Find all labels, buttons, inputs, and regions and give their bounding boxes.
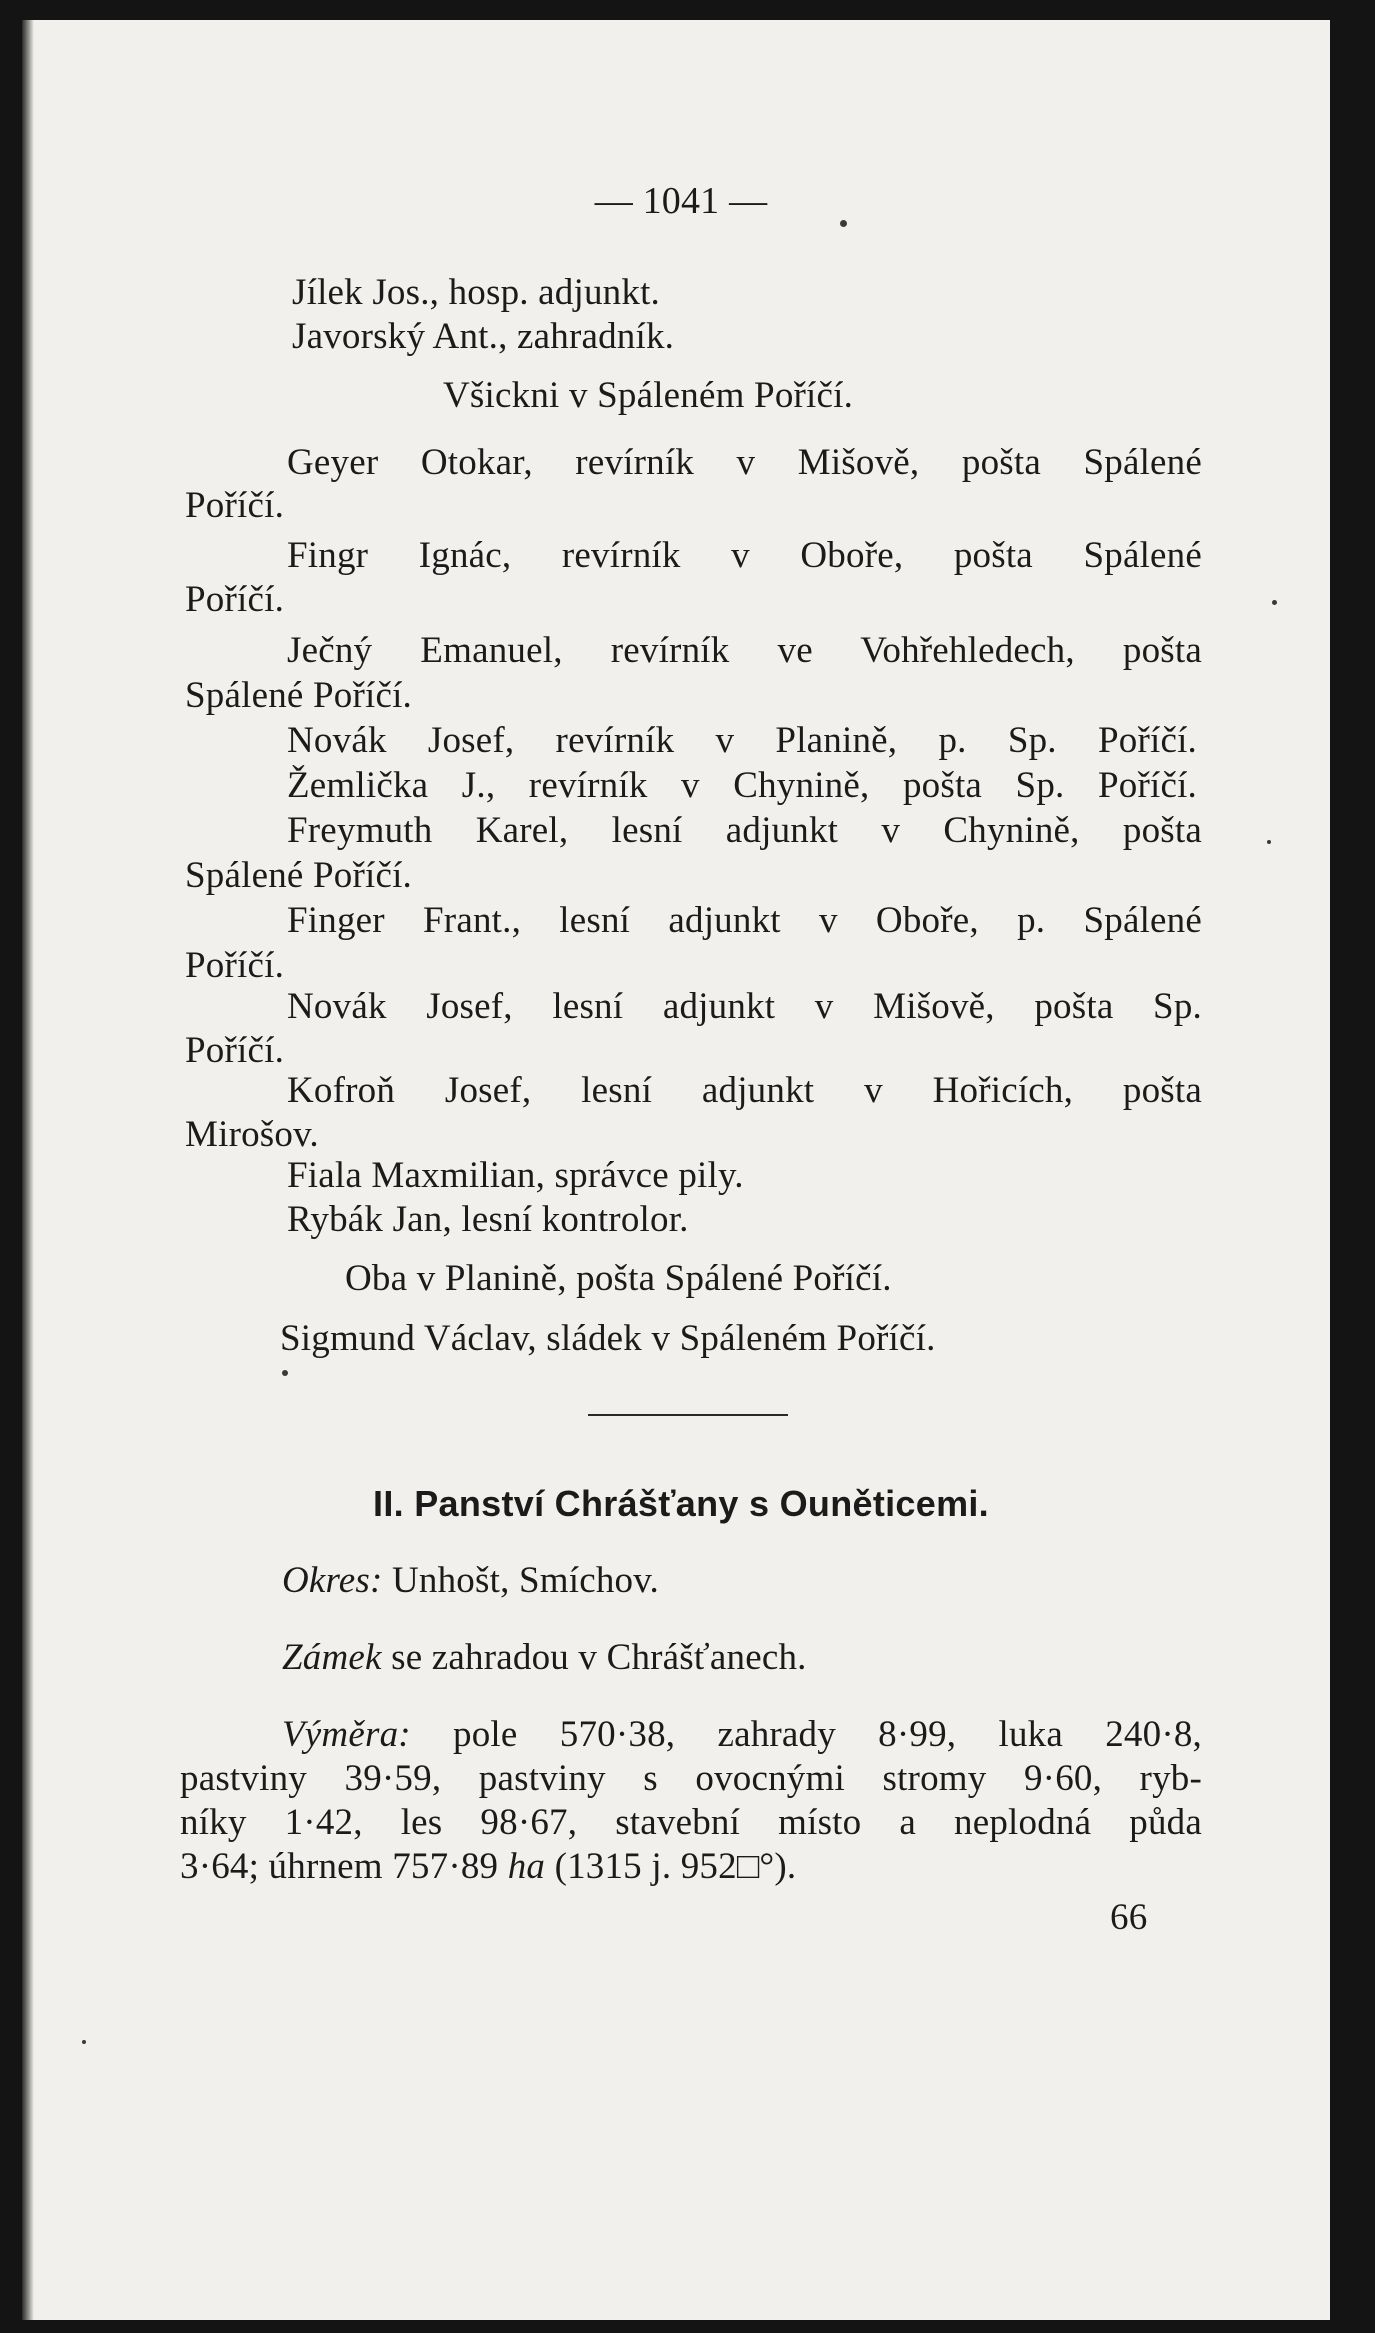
entry-line: Jílek Jos., hosp. adjunkt. (292, 272, 661, 313)
entry-line: Geyer Otokar, revírník v Mišově, pošta Spálené (287, 442, 1202, 483)
scan-speck (840, 220, 847, 227)
vymera-line: pastviny 39·59, pastviny s ovocnými stromy 9·60, ryb- (180, 1758, 1202, 1799)
entry-line: Freymuth Karel, lesní adjunkt v Chynině, pošta (287, 810, 1202, 851)
entry-line: Oba v Planině, pošta Spálené Poříčí. (345, 1258, 892, 1299)
entry-line: Novák Josef, lesní adjunkt v Mišově, pošta Sp. (287, 986, 1202, 1027)
section-title: II. Panství Chrášťany s Ouněticemi. (373, 1483, 989, 1524)
entry-line: Poříčí. (185, 1030, 285, 1071)
book-page (22, 20, 1330, 2320)
entry-line: Poříčí. (185, 945, 285, 986)
page-number-header: — 1041 — (594, 180, 768, 222)
entry-line: Novák Josef, revírník v Planině, p. Sp. Poříčí. (287, 720, 1197, 761)
vymera-line: (1315 j. 952□°). (554, 1846, 797, 1887)
signature-mark: 66 (1110, 1897, 1148, 1938)
scan-speck (282, 1370, 288, 1376)
vymera-line: pole 570·38, zahrady 8·99, luka 240·8, (453, 1714, 1202, 1755)
scan-speck (1272, 600, 1277, 605)
vymera-line: níky 1·42, les 98·67, stavební místo a neplodná půda (180, 1802, 1202, 1843)
vymera-unit: ha (507, 1846, 546, 1887)
entry-line: Fingr Ignác, revírník v Oboře, pošta Spálené (287, 535, 1202, 576)
entry-line: Javorský Ant., zahradník. (292, 316, 675, 357)
entry-line: Sigmund Václav, sládek v Spáleném Poříčí. (280, 1318, 936, 1359)
okres-value: Unhošt, Smíchov. (391, 1560, 659, 1601)
entry-line: Žemlička J., revírník v Chynině, pošta Sp. Poříčí. (287, 765, 1197, 806)
entry-line: Spálené Poříčí. (185, 855, 413, 896)
okres-label: Okres: (282, 1560, 383, 1601)
entry-line: Spálené Poříčí. (185, 675, 413, 716)
entry-line: Rybák Jan, lesní kontrolor. (287, 1199, 689, 1240)
zamek-label: Zámek (282, 1637, 382, 1678)
section-divider (588, 1414, 788, 1416)
entry-line: Kofroň Josef, lesní adjunkt v Hořicích, pošta (287, 1070, 1202, 1111)
entry-line: Poříčí. (185, 485, 285, 526)
page-binding-edge (22, 20, 34, 2320)
scan-speck (1267, 840, 1271, 844)
entry-line: Ječný Emanuel, revírník ve Vohřehledech, pošta (287, 630, 1202, 671)
entry-line: Všickni v Spáleném Poříčí. (443, 375, 854, 416)
vymera-label: Výměra: (282, 1714, 411, 1755)
entry-line: Mirošov. (185, 1114, 319, 1155)
vymera-line: 3·64; úhrnem 757·89 (180, 1846, 499, 1887)
entry-line: Fiala Maxmilian, správce pily. (287, 1155, 744, 1196)
zamek-value: se zahradou v Chrášťanech. (391, 1637, 807, 1678)
entry-line: Finger Frant., lesní adjunkt v Oboře, p. Spálené (287, 900, 1202, 941)
scan-speck (82, 2040, 86, 2044)
entry-line: Poříčí. (185, 579, 285, 620)
